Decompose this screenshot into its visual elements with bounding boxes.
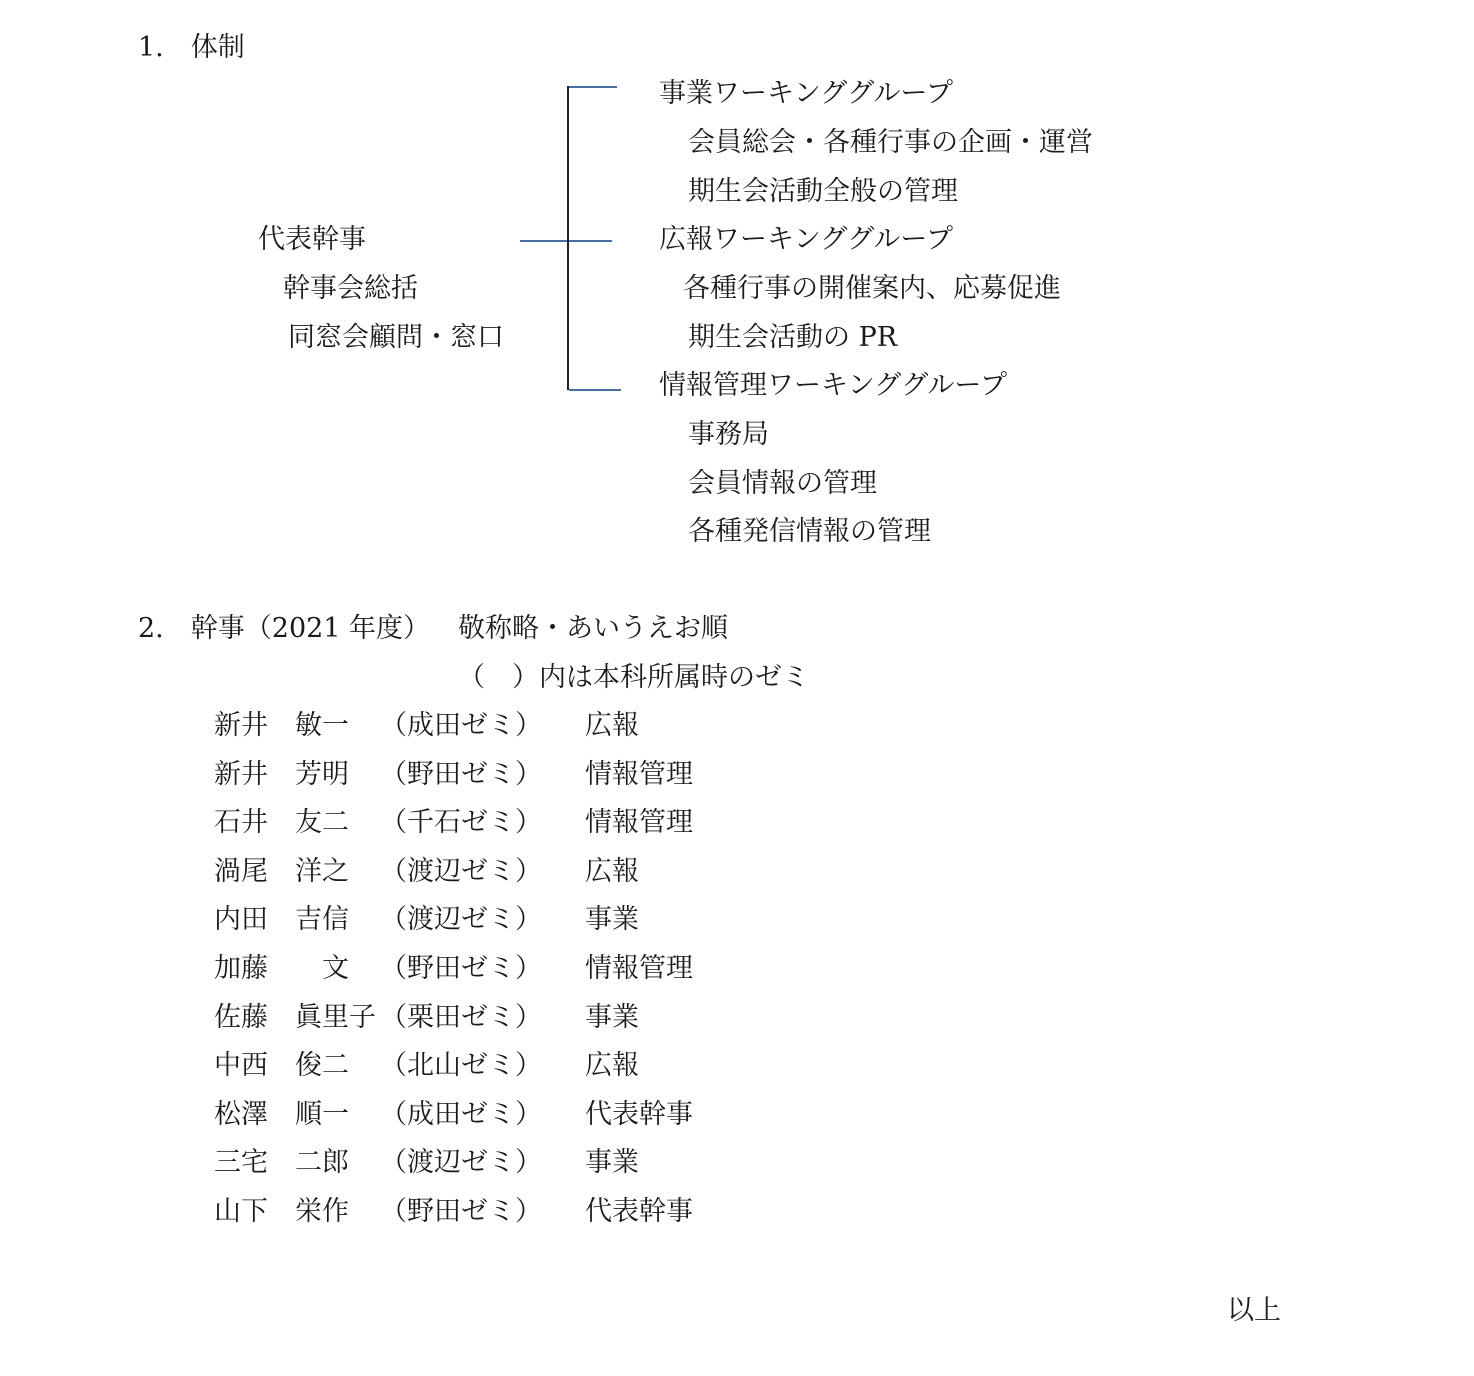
section2-heading: 2. 幹事（2021 年度） bbox=[138, 613, 431, 644]
group-duty: 期生会活動の PR bbox=[688, 322, 898, 353]
group-duty: 会員情報の管理 bbox=[688, 468, 877, 499]
member-name: 渦尾 洋之 bbox=[214, 856, 349, 887]
member-name: 三宅 二郎 bbox=[214, 1147, 349, 1178]
section1-heading: 1. 体制 bbox=[138, 32, 245, 63]
connector-line bbox=[569, 86, 617, 88]
member-name: 松澤 順一 bbox=[214, 1099, 349, 1130]
group-duty: 事務局 bbox=[688, 419, 769, 450]
member-seminar: （渡辺ゼミ） bbox=[380, 904, 542, 935]
member-name: 加藤 文 bbox=[214, 953, 349, 984]
member-seminar: （渡辺ゼミ） bbox=[380, 856, 542, 887]
group-duty: 期生会活動全般の管理 bbox=[688, 176, 958, 207]
member-seminar: （野田ゼミ） bbox=[380, 1196, 542, 1227]
member-role: 情報管理 bbox=[585, 953, 693, 984]
member-role: 事業 bbox=[585, 1002, 639, 1033]
group-duty: 各種発信情報の管理 bbox=[688, 516, 931, 547]
member-role: 情報管理 bbox=[585, 807, 693, 838]
closing-text: 以上 bbox=[1227, 1295, 1281, 1326]
member-role: 情報管理 bbox=[585, 759, 693, 790]
connector-line bbox=[520, 240, 612, 242]
member-seminar: （渡辺ゼミ） bbox=[380, 1147, 542, 1178]
section2-note: 敬称略・あいうえお順 bbox=[458, 613, 728, 644]
member-role: 代表幹事 bbox=[585, 1099, 693, 1130]
member-name: 山下 栄作 bbox=[214, 1196, 349, 1227]
member-seminar: （成田ゼミ） bbox=[380, 1099, 542, 1130]
member-seminar: （野田ゼミ） bbox=[380, 953, 542, 984]
member-name: 新井 敏一 bbox=[214, 710, 349, 741]
member-role: 広報 bbox=[585, 710, 639, 741]
member-seminar: （千石ゼミ） bbox=[380, 807, 542, 838]
group-name: 事業ワーキンググループ bbox=[659, 78, 954, 109]
group-name: 広報ワーキンググループ bbox=[659, 224, 954, 255]
member-name: 佐藤 眞里子 bbox=[214, 1002, 376, 1033]
member-seminar: （栗田ゼミ） bbox=[380, 1002, 542, 1033]
member-name: 石井 友二 bbox=[214, 807, 349, 838]
member-seminar: （野田ゼミ） bbox=[380, 759, 542, 790]
member-name: 新井 芳明 bbox=[214, 759, 349, 790]
member-seminar: （成田ゼミ） bbox=[380, 710, 542, 741]
section2-note: （ ）内は本科所属時のゼミ bbox=[458, 662, 809, 693]
member-role: 代表幹事 bbox=[585, 1196, 693, 1227]
member-role: 広報 bbox=[585, 1050, 639, 1081]
representative-duty: 幹事会総括 bbox=[283, 273, 418, 304]
group-duty: 会員総会・各種行事の企画・運営 bbox=[688, 127, 1093, 158]
member-role: 事業 bbox=[585, 1147, 639, 1178]
representative-duty: 同窓会顧問・窓口 bbox=[288, 322, 504, 353]
member-role: 事業 bbox=[585, 904, 639, 935]
representative-title: 代表幹事 bbox=[258, 224, 366, 255]
member-name: 内田 吉信 bbox=[214, 904, 349, 935]
member-role: 広報 bbox=[585, 856, 639, 887]
member-name: 中西 俊二 bbox=[214, 1050, 349, 1081]
member-seminar: （北山ゼミ） bbox=[380, 1050, 542, 1081]
group-name: 情報管理ワーキンググループ bbox=[659, 370, 1008, 401]
group-duty: 各種行事の開催案内、応募促進 bbox=[683, 273, 1061, 304]
connector-line bbox=[569, 389, 621, 391]
bracket-line bbox=[567, 86, 569, 390]
